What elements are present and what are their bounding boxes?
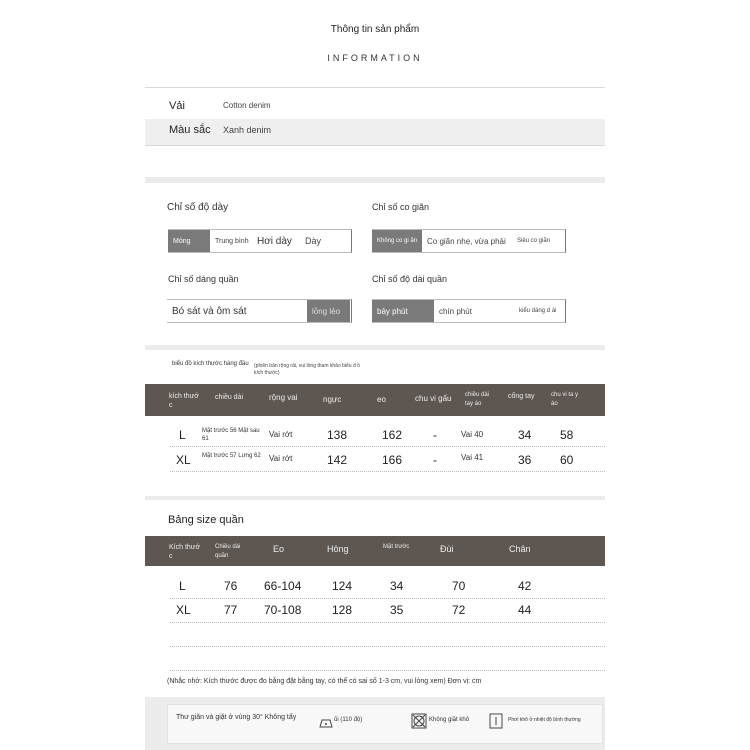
column-header: Kích thướ c xyxy=(169,544,201,560)
fabric-value: Cotton denim xyxy=(223,101,271,110)
length-cell: Mặt trước 56 Mặt sau 61 xyxy=(202,428,260,442)
column-header: rộng vai xyxy=(269,393,298,402)
column-header: Hông xyxy=(327,544,349,554)
column-header: kích thướ c xyxy=(169,393,199,409)
front-cell: 35 xyxy=(390,603,404,617)
divider xyxy=(145,87,605,88)
column-header: chu vi gấu xyxy=(415,394,452,403)
waist-cell: 162 xyxy=(382,428,403,442)
hip-cell: 124 xyxy=(332,579,353,593)
column-header: eo xyxy=(377,395,386,404)
fit-scale xyxy=(167,299,352,323)
divider xyxy=(145,145,605,146)
column-header: cổng tay xyxy=(508,393,535,400)
chest-cell: 138 xyxy=(327,428,348,442)
elasticity-option: Co giãn nhẹ, vừa phải xyxy=(427,236,506,246)
row-divider xyxy=(170,471,605,472)
fit-option: Bó sát và ôm sát xyxy=(172,305,247,317)
care-box xyxy=(167,704,603,744)
size-cell: L xyxy=(179,428,186,442)
care-text: Thư giãn và giặt ở vùng 30° Không tẩy xyxy=(176,714,297,721)
fabric-label: Vải xyxy=(169,100,185,112)
waist-cell: 166 xyxy=(382,453,403,467)
size-cell: XL xyxy=(176,603,191,617)
sleeve-circ-cell: 58 xyxy=(560,428,574,442)
column-header: chu vi ta y áo xyxy=(551,392,579,407)
thickness-title: Chỉ số độ dày xyxy=(167,202,229,213)
thickness-option: Dày xyxy=(305,236,322,246)
measurement-note: (Nhắc nhở: Kích thước được đo bằng đặt bằng tay, có thể có sai số 1-3 cm, vui lòng xem) Đơn vị: cm xyxy=(167,678,482,685)
hem-cell: - xyxy=(433,453,437,467)
column-header: Chiều dài quần xyxy=(215,544,241,559)
waist-cell: 66-104 xyxy=(264,579,302,593)
color-label: Màu sắc xyxy=(169,124,211,136)
length-option-selected: bảy phút xyxy=(372,300,434,322)
section-divider xyxy=(145,496,605,500)
iron-label: ủi (110 độ) xyxy=(334,717,363,723)
elasticity-scale xyxy=(372,229,566,253)
section-divider xyxy=(145,177,605,183)
shoulder-cell: Vai rớt xyxy=(269,430,293,439)
row-divider xyxy=(170,598,605,599)
hip-cell: 128 xyxy=(332,603,353,617)
thickness-option: Hơi dày xyxy=(257,235,292,247)
top-table-title: biểu đồ kích thước hàng đầu xyxy=(172,361,249,367)
chest-cell: 142 xyxy=(327,453,348,467)
fit-option-selected: lỏng lẻo xyxy=(307,300,350,322)
cuff-cell: 36 xyxy=(518,453,532,467)
pants-table-title: Bảng size quần xyxy=(168,514,244,526)
size-cell: L xyxy=(179,579,186,593)
thickness-scale xyxy=(168,229,352,253)
length-cell: Mặt trước 57 Lưng 62 xyxy=(202,453,261,459)
fabric-row xyxy=(145,94,605,120)
top-table-note: (phiên bản rộng rãi, vui lòng tham khảo biểu đ ồ kích thước) xyxy=(254,363,360,376)
thigh-cell: 70 xyxy=(452,579,466,593)
row-divider xyxy=(170,446,605,447)
thickness-option: Trung bình xyxy=(215,237,249,245)
column-header: Đùi xyxy=(440,544,454,554)
section-divider xyxy=(145,345,605,350)
elasticity-option-selected: Không co gi ãn xyxy=(372,230,422,252)
sleeve-cell: Vai 40 xyxy=(461,430,484,439)
hang-dry-label: Phơi khô ở nhiệt độ bình thường xyxy=(508,717,581,723)
column-header: Mặt trước xyxy=(383,544,410,550)
page-subtitle: INFORMATION xyxy=(327,53,423,63)
shoulder-cell: Vai rớt xyxy=(269,454,293,463)
leg-cell: 44 xyxy=(518,603,532,617)
waist-cell: 70-108 xyxy=(264,603,302,617)
thickness-option-selected: Mỏng xyxy=(168,230,210,252)
sleeve-cell: Vai 41 xyxy=(461,453,484,462)
length-option: kiểu dáng d ài xyxy=(519,307,557,314)
pants-table-header xyxy=(145,536,605,566)
color-row xyxy=(145,119,605,145)
column-header: chiều dài tay áo xyxy=(465,392,490,407)
column-header: chiều dài xyxy=(215,394,244,401)
no-dry-clean-icon xyxy=(411,713,427,729)
length-cell: 77 xyxy=(224,603,238,617)
thigh-cell: 72 xyxy=(452,603,466,617)
top-table-header xyxy=(145,384,605,416)
column-header: ngực xyxy=(323,395,342,404)
sleeve-circ-cell: 60 xyxy=(560,453,574,467)
size-cell: XL xyxy=(176,453,191,467)
fit-title: Chỉ số dáng quần xyxy=(168,274,239,284)
row-divider xyxy=(170,670,605,671)
row-divider xyxy=(170,622,605,623)
color-value: Xanh denim xyxy=(223,125,272,135)
length-title: Chỉ số độ dài quần xyxy=(372,274,448,284)
elasticity-title: Chỉ số co giãn xyxy=(372,202,430,212)
column-header: Chân xyxy=(509,544,531,554)
page-title: Thông tin sản phẩm xyxy=(330,24,420,35)
elasticity-option: Siêu co giãn xyxy=(517,238,551,244)
hem-cell: - xyxy=(433,428,437,442)
leg-cell: 42 xyxy=(518,579,532,593)
length-scale xyxy=(372,299,566,323)
front-cell: 34 xyxy=(390,579,404,593)
iron-icon xyxy=(318,715,334,731)
column-header: Eo xyxy=(273,544,285,554)
hang-dry-icon xyxy=(488,713,504,729)
row-divider xyxy=(170,646,605,647)
no-dry-clean-label: Không giặt khô xyxy=(429,717,470,723)
length-cell: 76 xyxy=(224,579,238,593)
cuff-cell: 34 xyxy=(518,428,532,442)
length-option: chín phút xyxy=(439,306,472,316)
